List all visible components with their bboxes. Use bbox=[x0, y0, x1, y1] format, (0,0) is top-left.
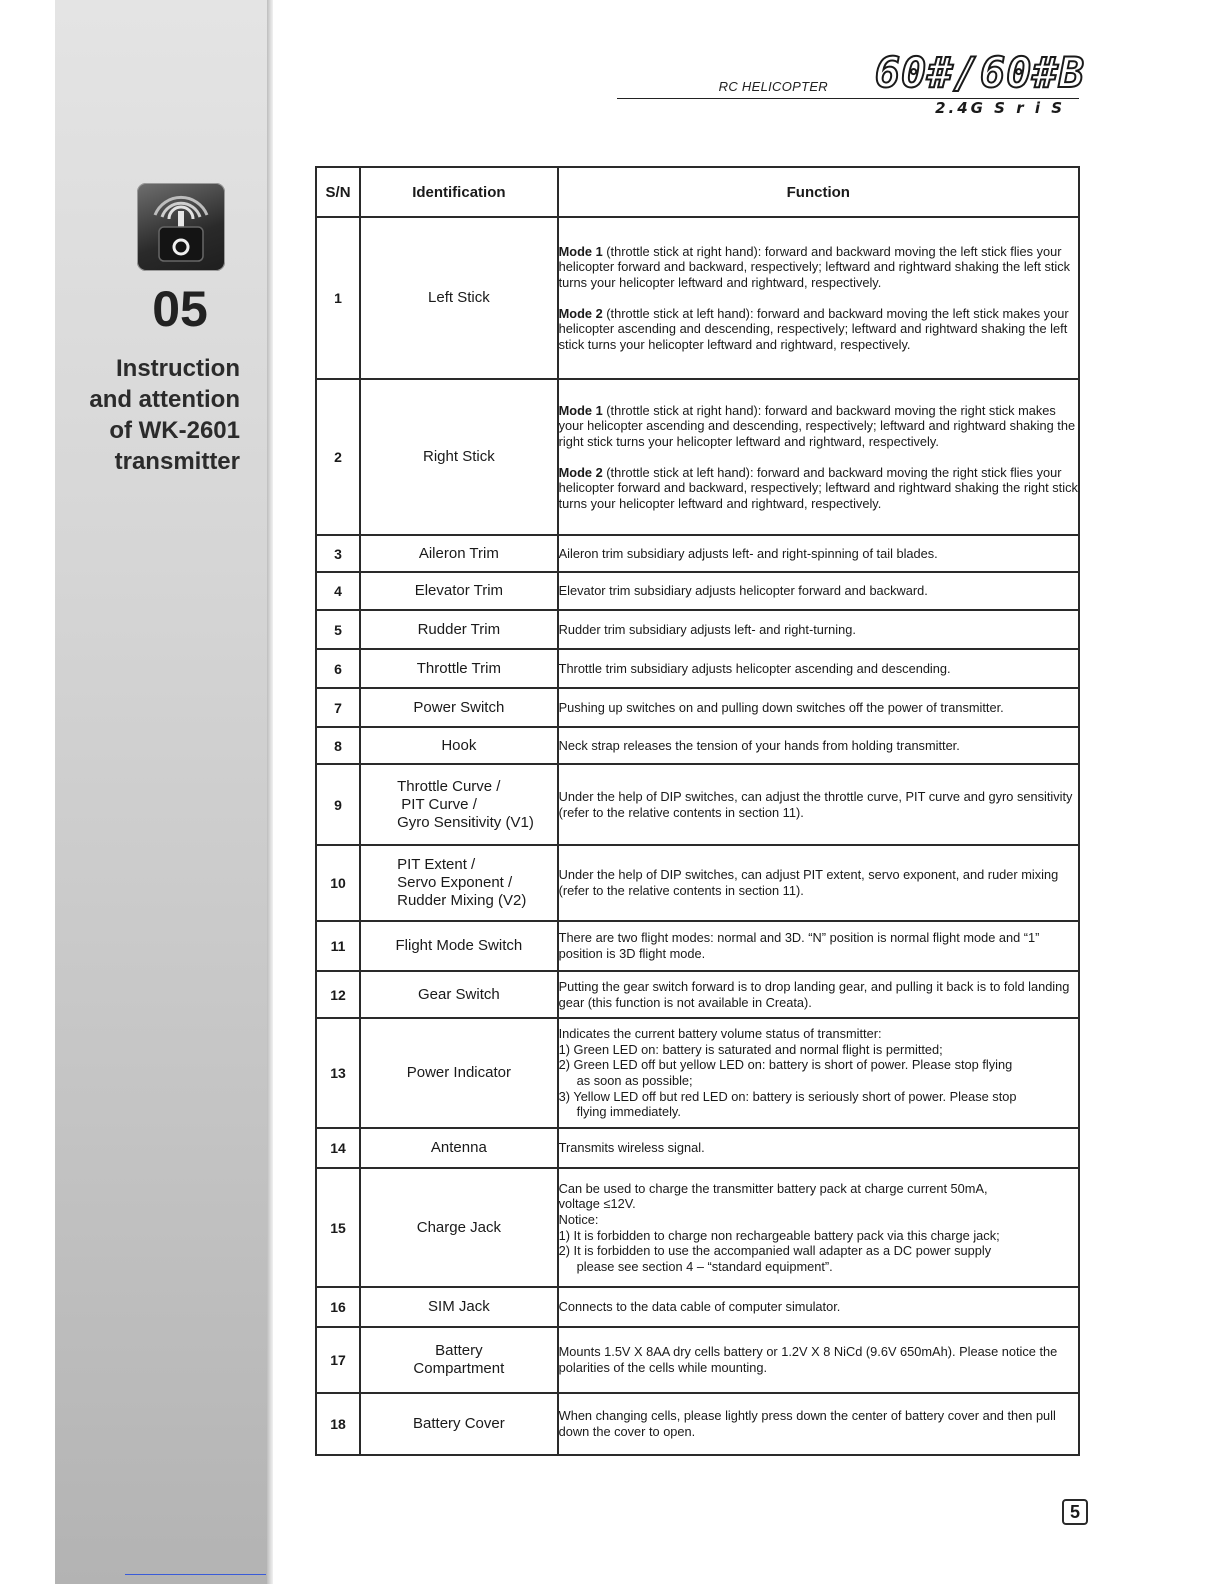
row-sn: 13 bbox=[316, 1018, 360, 1128]
table-row bbox=[316, 921, 1079, 971]
rc-helicopter-label: RC HELICOPTER bbox=[718, 79, 828, 94]
row-identification: Charge Jack bbox=[360, 1168, 558, 1287]
row-sn: 3 bbox=[316, 535, 360, 572]
row-identification: Flight Mode Switch bbox=[360, 921, 558, 971]
table-row bbox=[316, 845, 1079, 921]
mode-description: (throttle stick at right hand): forward and backward moving the right stick makes your helicopter ascending and descending, respectively; leftward and rightward shaking the right stick turns your helicopter leftward and rightward, respectively. bbox=[558, 402, 1076, 449]
function-table bbox=[315, 166, 1080, 1456]
sidebar-edge bbox=[267, 0, 273, 1584]
row-sn: 5 bbox=[316, 610, 360, 649]
function-line: 1) Green LED on: battery is saturated and normal flight is permitted; bbox=[558, 1041, 943, 1057]
function-line: Indicates the current battery volume status of transmitter: bbox=[558, 1026, 882, 1042]
identification-line: Battery bbox=[435, 1342, 483, 1359]
mode-label: Mode 2 bbox=[558, 464, 603, 480]
row-sn: 15 bbox=[316, 1168, 360, 1287]
row-function: Under the help of DIP switches, can adjust PIT extent, servo exponent, and ruder mixing (refer to the relative contents in section 11). bbox=[558, 845, 1079, 921]
function-line: 2) It is forbidden to use the accompanied wall adapter as a DC power supply bbox=[558, 1243, 992, 1259]
table-row bbox=[316, 971, 1079, 1018]
row-identification: Antenna bbox=[360, 1128, 558, 1168]
table-row bbox=[316, 649, 1079, 688]
section-title-line: of WK-2601 bbox=[109, 417, 240, 444]
mode-2-text bbox=[559, 465, 1078, 512]
table-row bbox=[316, 727, 1079, 764]
row-function: Neck strap releases the tension of your hands from holding transmitter. bbox=[558, 727, 1079, 764]
row-identification bbox=[360, 845, 558, 921]
row-function: Pushing up switches on and pulling down switches off the power of transmitter. bbox=[558, 688, 1079, 727]
mode-label: Mode 1 bbox=[558, 402, 603, 418]
mode-2-text bbox=[559, 306, 1078, 353]
section-number: 05 bbox=[152, 281, 208, 337]
row-identification: Power Switch bbox=[360, 688, 558, 727]
identification-line: Servo Exponent / bbox=[397, 874, 513, 891]
function-line: voltage ≤12V. bbox=[558, 1196, 636, 1212]
row-sn: 17 bbox=[316, 1327, 360, 1393]
table-row bbox=[316, 610, 1079, 649]
row-identification: Right Stick bbox=[360, 379, 558, 535]
row-sn: 7 bbox=[316, 688, 360, 727]
function-line: Can be used to charge the transmitter battery pack at charge current 50mA, bbox=[558, 1180, 988, 1196]
row-identification: SIM Jack bbox=[360, 1287, 558, 1327]
function-line: 2) Green LED off but yellow LED on: battery is short of power. Please stop flying bbox=[558, 1057, 1013, 1073]
mode-description: (throttle stick at right hand): forward and backward moving the left stick flies your helicopter forward and backward, respectively; leftward and rightward shaking the left stick turns your helicopter leftward and rightward, respectively. bbox=[558, 243, 1071, 290]
row-function: Mounts 1.5V X 8AA dry cells battery or 1.2V X 8 NiCd (9.6V 650mAh). Please notice the polarities of the cells while mounting. bbox=[558, 1327, 1079, 1393]
table-row bbox=[316, 1128, 1079, 1168]
row-function: Under the help of DIP switches, can adjust the throttle curve, PIT curve and gyro sensitivity (refer to the relative contents in section 11). bbox=[558, 764, 1079, 845]
page-number: 5 bbox=[1062, 1499, 1088, 1525]
sidebar-link-underline bbox=[125, 1574, 266, 1575]
row-function bbox=[558, 1168, 1079, 1287]
header-function: Function bbox=[558, 167, 1079, 217]
row-identification: Gear Switch bbox=[360, 971, 558, 1018]
table-row bbox=[316, 1287, 1079, 1327]
row-function: Transmits wireless signal. bbox=[558, 1128, 1079, 1168]
header-identification: Identification bbox=[360, 167, 558, 217]
row-function: There are two flight modes: normal and 3D. “N” position is normal flight mode and “1” position is 3D flight mode. bbox=[558, 921, 1079, 971]
identification-line: Throttle Curve / bbox=[397, 777, 501, 795]
mode-label: Mode 1 bbox=[558, 243, 603, 259]
function-line: as soon as possible; bbox=[576, 1073, 693, 1088]
row-identification bbox=[360, 1327, 558, 1393]
row-identification: Rudder Trim bbox=[360, 610, 558, 649]
section-title-line: transmitter bbox=[114, 448, 240, 475]
row-function: Throttle trim subsidiary adjusts helicopter ascending and descending. bbox=[558, 649, 1079, 688]
row-identification bbox=[360, 764, 558, 845]
mode-label: Mode 2 bbox=[558, 305, 603, 321]
row-sn: 4 bbox=[316, 572, 360, 610]
row-function: Connects to the data cable of computer simulator. bbox=[558, 1287, 1079, 1327]
row-sn: 16 bbox=[316, 1287, 360, 1327]
table-row bbox=[316, 764, 1079, 845]
mode-description: (throttle stick at left hand): forward and backward moving the right stick flies your helicopter forward and backward, respectively; leftward and rightward shaking the right stick turns your helicopter leftward and rightward, respectively. bbox=[558, 464, 1078, 511]
row-identification: Power Indicator bbox=[360, 1018, 558, 1128]
model-logo: 60#/60#B bbox=[874, 48, 1085, 97]
row-identification: Hook bbox=[360, 727, 558, 764]
row-sn: 11 bbox=[316, 921, 360, 971]
row-sn: 8 bbox=[316, 727, 360, 764]
header-sn: S/N bbox=[316, 167, 360, 217]
section-title bbox=[70, 353, 240, 477]
row-function bbox=[558, 217, 1079, 379]
row-function: When changing cells, please lightly press down the center of battery cover and then pull down the cover to open. bbox=[558, 1393, 1079, 1455]
function-line: 1) It is forbidden to charge non rechargeable battery pack via this charge jack; bbox=[558, 1227, 1000, 1243]
table-row bbox=[316, 572, 1079, 610]
identification-line: Gyro Sensitivity (V1) bbox=[397, 813, 534, 831]
table-row bbox=[316, 1393, 1079, 1455]
row-sn: 18 bbox=[316, 1393, 360, 1455]
row-function bbox=[558, 379, 1079, 535]
row-sn: 6 bbox=[316, 649, 360, 688]
row-function: Elevator trim subsidiary adjusts helicopter forward and backward. bbox=[558, 572, 1079, 610]
row-identification: Aileron Trim bbox=[360, 535, 558, 572]
row-identification: Throttle Trim bbox=[360, 649, 558, 688]
mode-description: (throttle stick at left hand): forward and backward moving the left stick makes your helicopter ascending and descending, respectively; leftward and rightward shaking the left stick turns your helicopter leftward and rightward, respectively. bbox=[558, 305, 1069, 352]
row-function bbox=[558, 1018, 1079, 1128]
row-sn: 1 bbox=[316, 217, 360, 379]
section-title-line: and attention bbox=[89, 386, 240, 413]
row-identification: Elevator Trim bbox=[360, 572, 558, 610]
function-line: flying immediately. bbox=[576, 1104, 681, 1120]
table-row bbox=[316, 535, 1079, 572]
row-sn: 2 bbox=[316, 379, 360, 535]
identification-line: Rudder Mixing (V2) bbox=[397, 892, 527, 909]
function-line: please see section 4 – “standard equipment”. bbox=[576, 1258, 833, 1274]
row-sn: 10 bbox=[316, 845, 360, 921]
row-sn: 14 bbox=[316, 1128, 360, 1168]
row-identification: Left Stick bbox=[360, 217, 558, 379]
table-row bbox=[316, 1327, 1079, 1393]
table-header-row bbox=[316, 167, 1079, 217]
row-identification: Battery Cover bbox=[360, 1393, 558, 1455]
mode-1-text bbox=[559, 244, 1078, 291]
row-function: Putting the gear switch forward is to drop landing gear, and pulling it back is to fold landing gear (this function is not available in Creata). bbox=[558, 971, 1079, 1018]
identification-line: PIT Extent / bbox=[397, 856, 476, 873]
mode-1-text bbox=[559, 403, 1078, 450]
table-row bbox=[316, 1018, 1079, 1128]
function-line: 3) Yellow LED off but red LED on: battery is seriously short of power. Please stop bbox=[558, 1088, 1017, 1104]
identification-line: Compartment bbox=[413, 1360, 505, 1377]
table-row bbox=[316, 688, 1079, 727]
table-row bbox=[316, 217, 1079, 379]
transmitter-icon bbox=[137, 183, 225, 271]
series-logo: 2.4G S r i S bbox=[935, 99, 1065, 117]
section-title-line: Instruction bbox=[116, 355, 240, 382]
row-function: Rudder trim subsidiary adjusts left- and right-turning. bbox=[558, 610, 1079, 649]
row-sn: 9 bbox=[316, 764, 360, 845]
row-function: Aileron trim subsidiary adjusts left- and right-spinning of tail blades. bbox=[558, 535, 1079, 572]
identification-line: PIT Curve / bbox=[397, 795, 477, 813]
row-sn: 12 bbox=[316, 971, 360, 1018]
function-line: Notice: bbox=[558, 1211, 599, 1227]
table-row bbox=[316, 379, 1079, 535]
table-row bbox=[316, 1168, 1079, 1287]
